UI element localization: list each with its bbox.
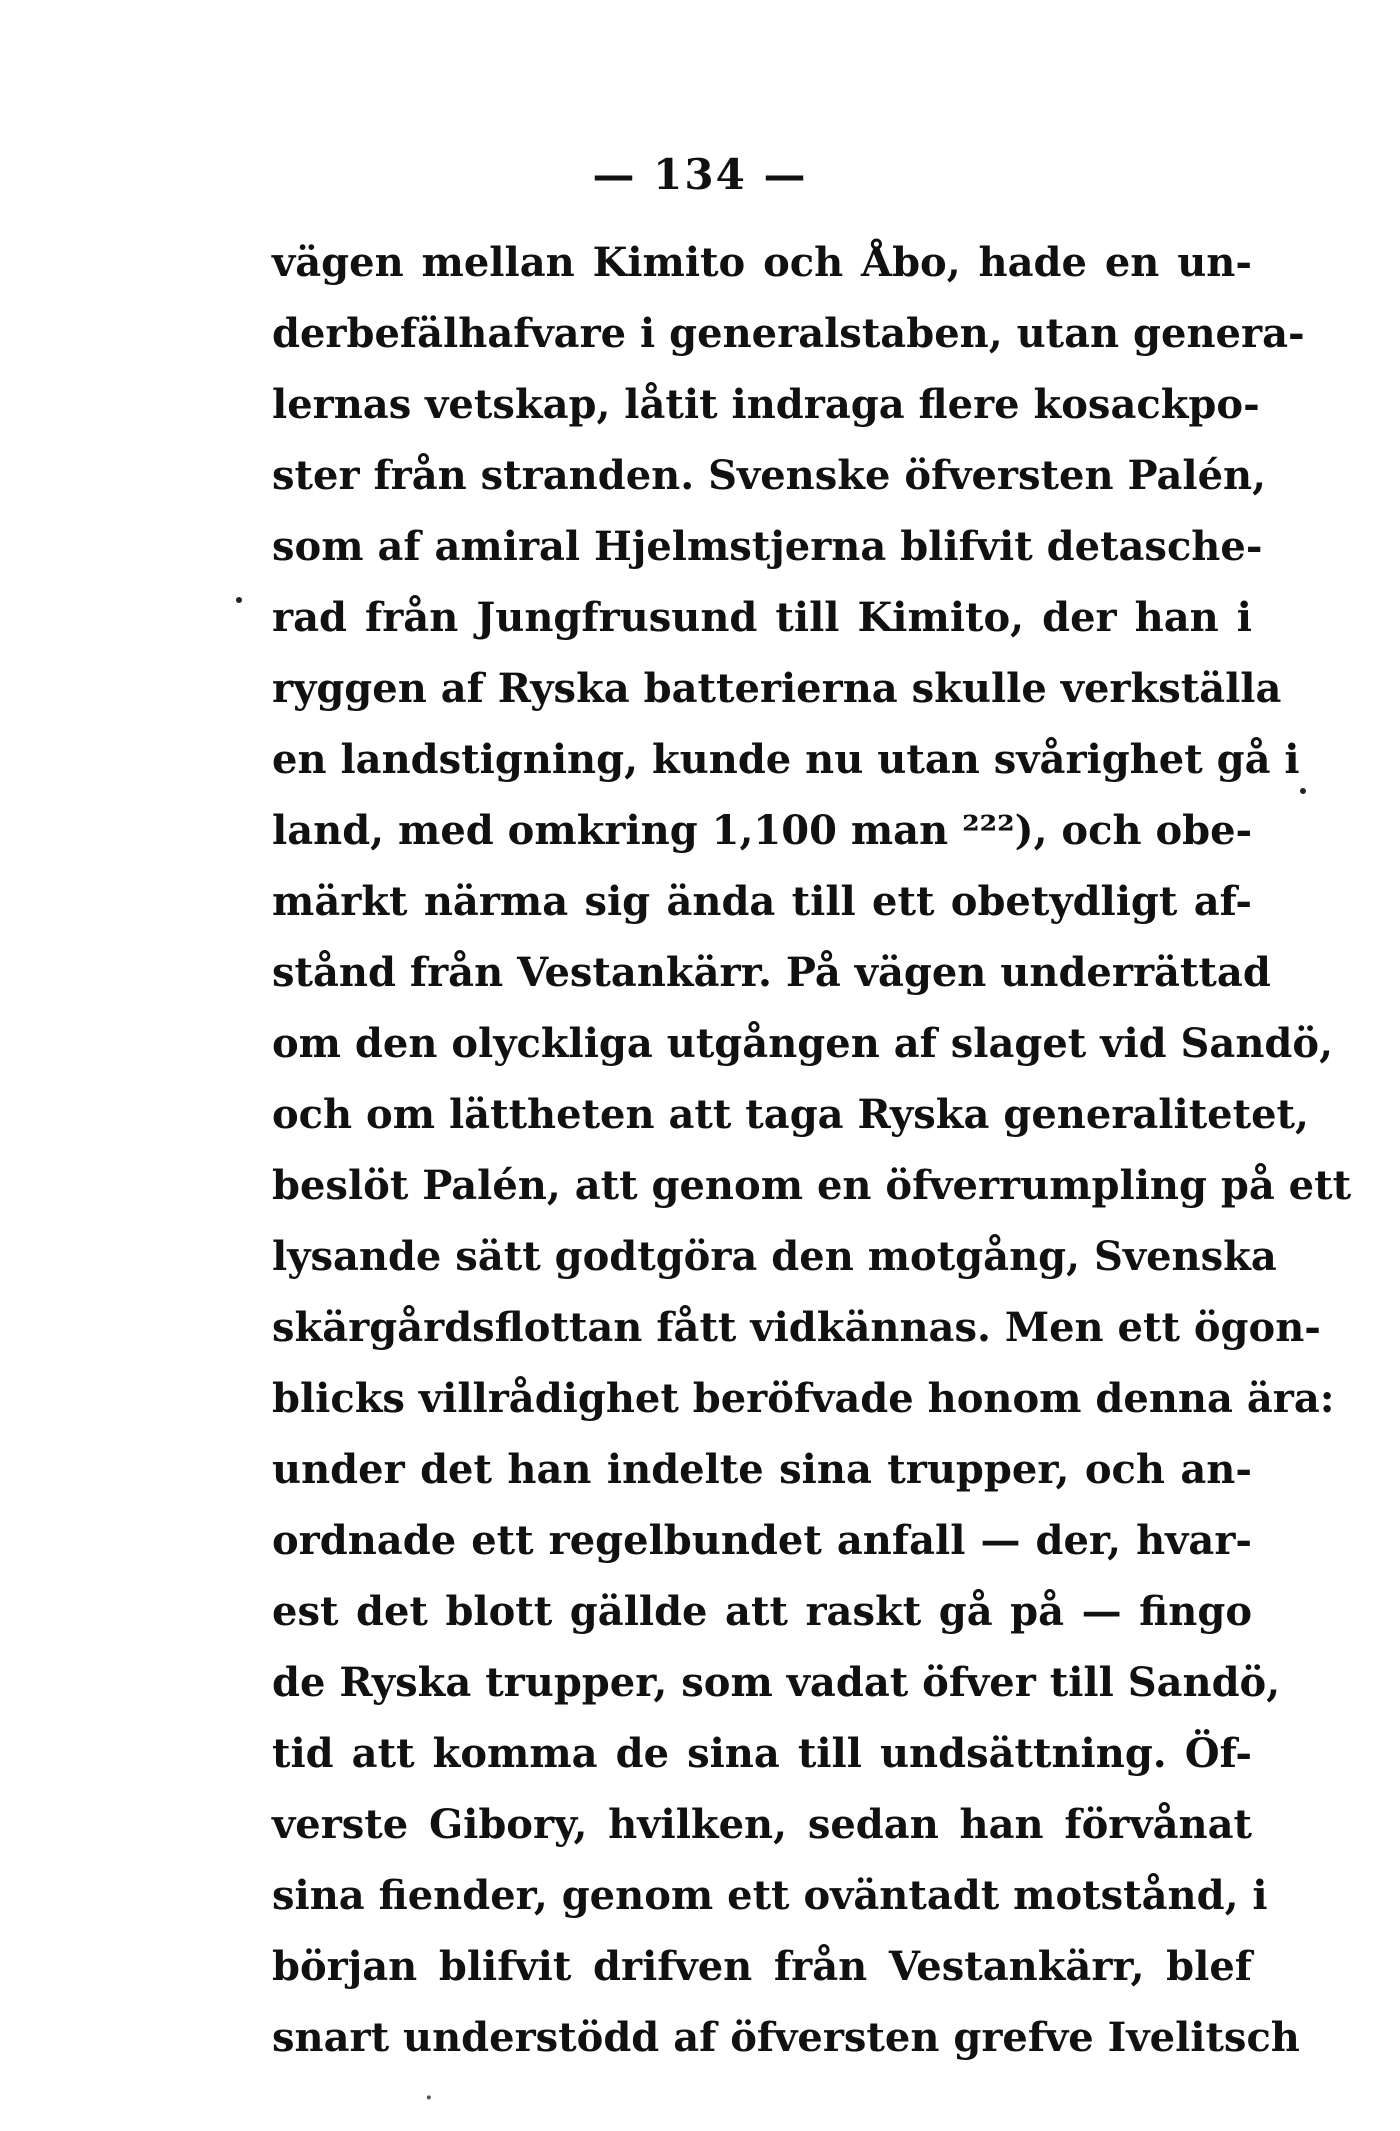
text-line: est det blott gällde att raskt gå på — fingo [272, 1588, 1252, 1635]
text-line: en landstigning, kunde nu utan svårighet gå i [272, 736, 1300, 783]
text-line: rad från Jungfrusund till Kimito, der han i [272, 594, 1252, 641]
text-line: vägen mellan Kimito och Åbo, hade en un- [272, 239, 1252, 286]
stray-mark: · [425, 2085, 433, 2111]
page-number-header: — 134 — [592, 150, 808, 199]
text-line: ordnade ett regelbundet anfall — der, hvar- [272, 1517, 1252, 1564]
margin-dot-right [1300, 788, 1306, 794]
text-line: stånd från Vestankärr. På vägen underrättad [272, 949, 1271, 996]
text-line: under det han indelte sina trupper, och an- [272, 1446, 1252, 1493]
text-line: land, med omkring 1,100 man ²²²), och obe- [272, 807, 1253, 854]
text-line: tid att komma de sina till undsättning. Öf- [272, 1730, 1252, 1777]
text-line: snart understödd af öfversten grefve Ivelitsch [272, 2014, 1300, 2061]
text-line: som af amiral Hjelmstjerna blifvit detasche- [272, 523, 1263, 570]
text-line: och om lättheten att taga Ryska generalitetet, [272, 1091, 1309, 1138]
text-line: märkt närma sig ända till ett obetydligt af- [272, 878, 1252, 925]
text-line: sina fiender, genom ett oväntadt motstånd, i [272, 1872, 1268, 1919]
text-line: skärgårdsflottan fått vidkännas. Men ett ögon- [272, 1304, 1321, 1351]
margin-dot-left [236, 597, 242, 603]
text-line: lysande sätt godtgöra den motgång, Svenska [272, 1233, 1277, 1280]
text-line: derbefälhafvare i generalstaben, utan genera- [272, 310, 1305, 357]
body-text [272, 227, 1352, 2073]
text-line: blicks villrådighet beröfvade honom denna ära: [272, 1375, 1335, 1422]
text-line: beslöt Palén, att genom en öfverrumpling på ett [272, 1162, 1352, 1209]
text-line: de Ryska trupper, som vadat öfver till Sandö, [272, 1659, 1281, 1706]
text-line: början blifvit drifven från Vestankärr, blef [272, 1943, 1252, 1990]
text-line: ryggen af Ryska batterierna skulle verkställa [272, 665, 1282, 712]
text-line: verste Gibory, hvilken, sedan han förvånat [272, 1801, 1252, 1848]
text-line: om den olyckliga utgången af slaget vid Sandö, [272, 1020, 1333, 1067]
text-line: lernas vetskap, låtit indraga flere kosackpo- [272, 381, 1260, 428]
text-line: ster från stranden. Svenske öfversten Palén, [272, 452, 1267, 499]
